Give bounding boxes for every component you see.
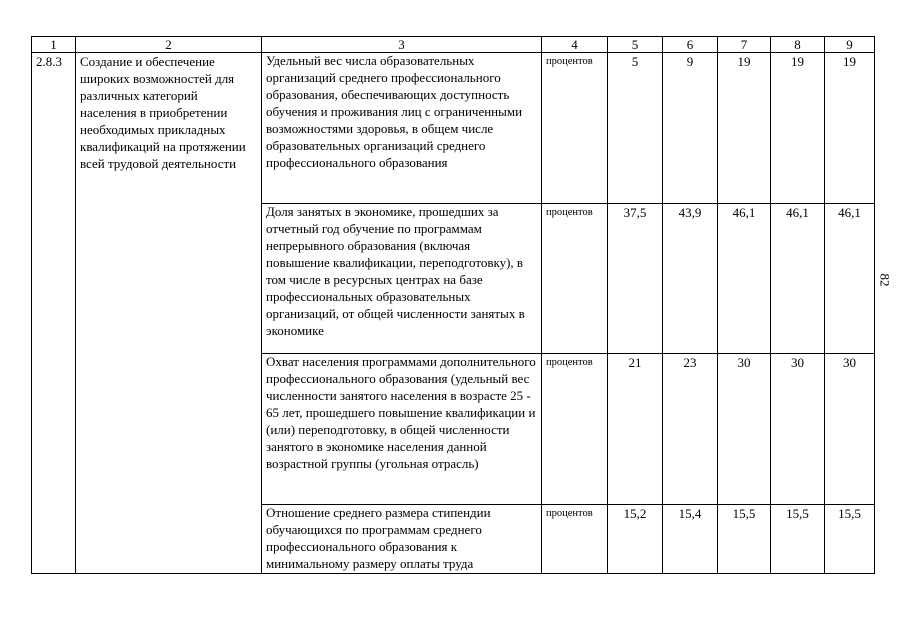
column-number: 8 xyxy=(771,37,825,53)
indicator-value: 9 xyxy=(663,53,718,204)
column-number: 6 xyxy=(663,37,718,53)
column-number: 5 xyxy=(608,37,663,53)
indicator-value: 15,5 xyxy=(771,505,825,574)
indicator-text: Охват населения программами дополнительного профессионального образования (удельный вес численности занятого населения в возрасте 25 - 65 лет, прошедшего повышение квалификации и (или) переподготовку, в общей численности занятого в экономике населения данной возрастной группы (угольная отрасль) xyxy=(266,354,536,471)
indicator-unit: процентов xyxy=(542,354,608,505)
table-row xyxy=(32,53,875,204)
indicator-value: 46,1 xyxy=(718,204,771,354)
column-number: 3 xyxy=(262,37,542,53)
indicator-value: 15,5 xyxy=(718,505,771,574)
column-number: 1 xyxy=(32,37,76,53)
column-number-row xyxy=(32,37,875,53)
column-number: 9 xyxy=(825,37,875,53)
indicator-value: 37,5 xyxy=(608,204,663,354)
indicator-value: 30 xyxy=(771,354,825,505)
task-description: Создание и обеспечение широких возможностей для различных категорий населения в приобретении необходимых прикладных квалификаций на протяжении всей трудовой деятельности xyxy=(76,53,262,574)
indicator-value: 15,5 xyxy=(825,505,875,574)
indicator-value: 46,1 xyxy=(825,204,875,354)
indicator-value: 30 xyxy=(825,354,875,505)
indicator-text: Отношение среднего размера стипендии обучающихся по программам среднего профессионального образования к минимальному размеру оплаты труда xyxy=(266,505,491,571)
indicator-value: 23 xyxy=(663,354,718,505)
indicator-unit: процентов xyxy=(542,505,608,574)
page-number: 82 xyxy=(877,273,893,287)
indicator-value: 21 xyxy=(608,354,663,505)
indicator-value: 15,4 xyxy=(663,505,718,574)
indicator-value: 15,2 xyxy=(608,505,663,574)
indicator-value: 5 xyxy=(608,53,663,204)
indicator-value: 46,1 xyxy=(771,204,825,354)
indicator-value: 19 xyxy=(771,53,825,204)
column-number: 2 xyxy=(76,37,262,53)
column-number: 7 xyxy=(718,37,771,53)
indicator-name xyxy=(262,53,542,204)
indicator-name xyxy=(262,505,542,574)
indicator-unit: процентов xyxy=(542,53,608,204)
indicator-name xyxy=(262,204,542,354)
indicator-table xyxy=(31,36,875,574)
indicator-text: Удельный вес числа образовательных организаций среднего профессионального образования, обеспечивающих доступность обучения и проживания лиц с ограниченными возможностями здоровья, в общем числе образовательных организаций среднего профессионального образования xyxy=(266,53,523,170)
indicator-value: 19 xyxy=(825,53,875,204)
indicator-value: 43,9 xyxy=(663,204,718,354)
column-number: 4 xyxy=(542,37,608,53)
indicator-value: 19 xyxy=(718,53,771,204)
indicator-text: Доля занятых в экономике, прошедших за отчетный год обучение по программам непрерывного образования (включая повышение квалификации, переподготовку), в том числе в ресурсных центрах на базе профессиональных образовательных организаций, от общей численности занятых в экономике xyxy=(266,204,525,338)
indicator-name xyxy=(262,354,542,505)
indicator-unit: процентов xyxy=(542,204,608,354)
row-number: 2.8.3 xyxy=(32,53,76,574)
indicator-value: 30 xyxy=(718,354,771,505)
